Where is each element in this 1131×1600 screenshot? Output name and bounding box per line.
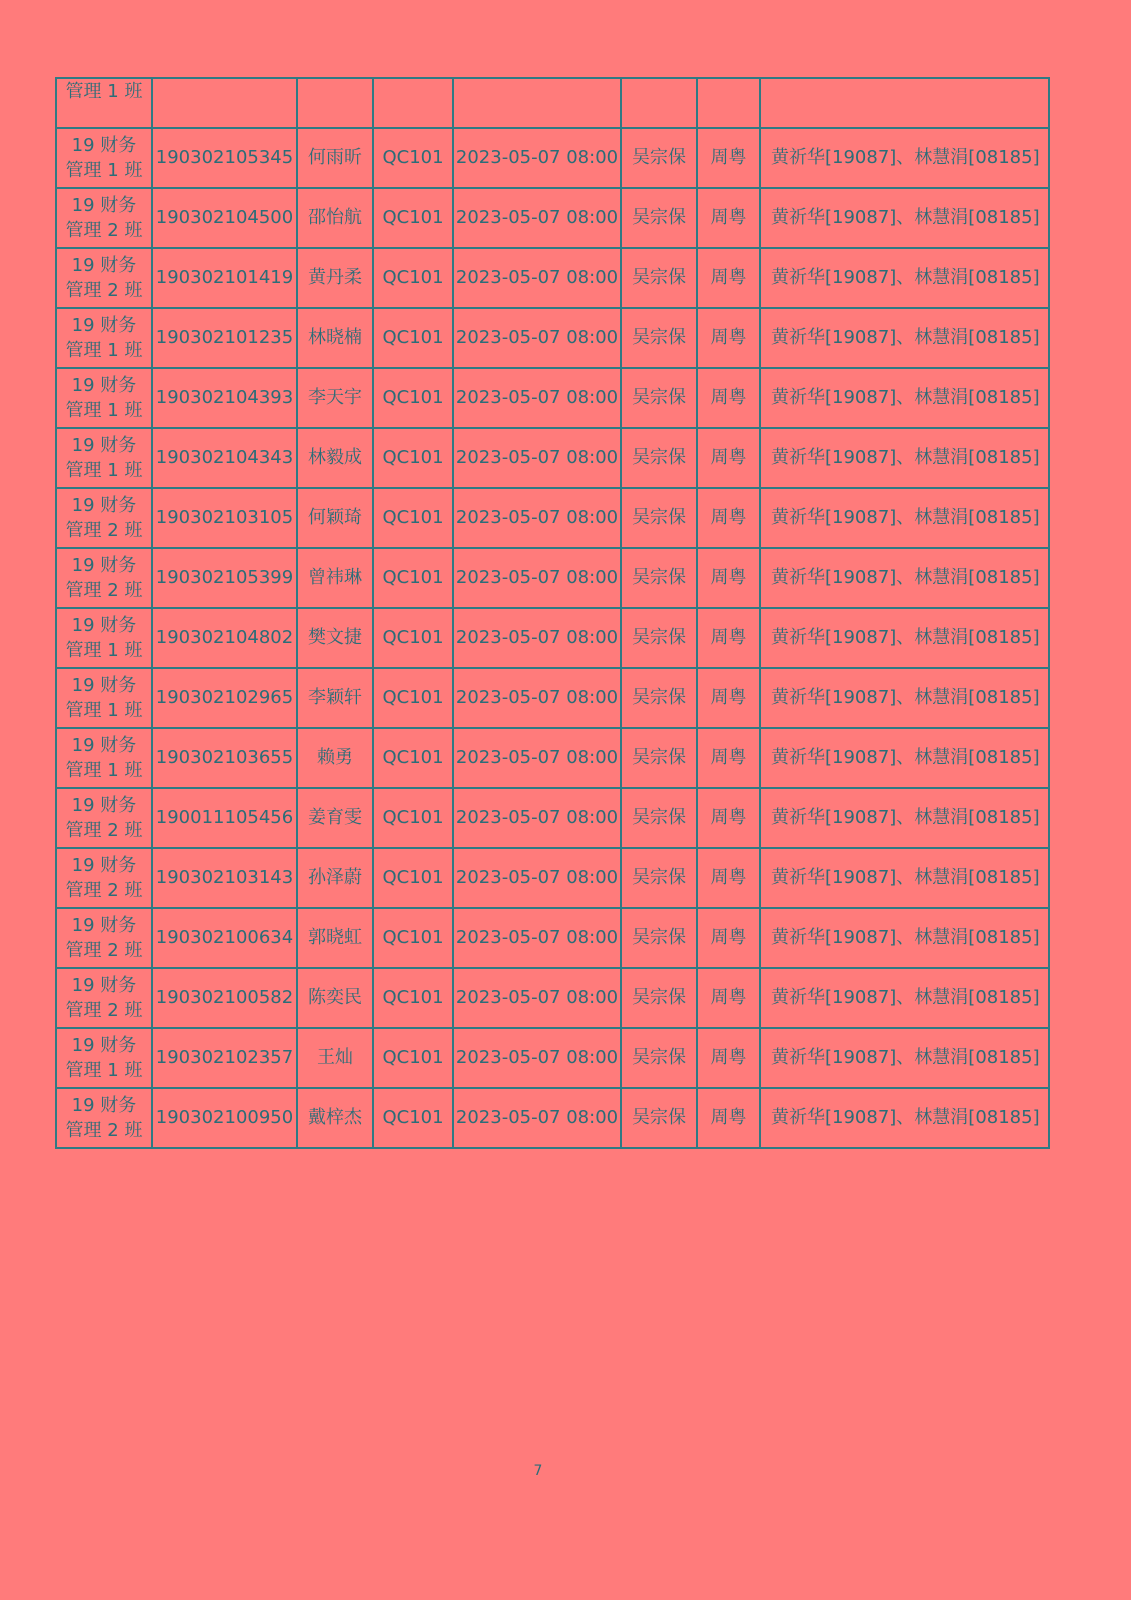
class-line: 19 财务 <box>71 1035 137 1056</box>
room-cell <box>373 78 453 128</box>
name-cell: 林毅成 <box>297 428 373 488</box>
room-cell: QC101 <box>373 848 453 908</box>
proctors-cell: 黄祈华[19087]、林慧涓[08185] <box>760 908 1049 968</box>
class-cell <box>56 248 152 308</box>
class-cell <box>56 428 152 488</box>
room-cell: QC101 <box>373 608 453 668</box>
table-row <box>56 488 1049 548</box>
room-cell: QC101 <box>373 908 453 968</box>
proctors-cell: 黄祈华[19087]、林慧涓[08185] <box>760 728 1049 788</box>
student-id-cell: 190302100634 <box>152 908 297 968</box>
table-row <box>56 1088 1049 1148</box>
teacher-cell: 吴宗保 <box>621 608 697 668</box>
student-id-cell: 190302102357 <box>152 1028 297 1088</box>
room-cell: QC101 <box>373 248 453 308</box>
proctors-cell: 黄祈华[19087]、林慧涓[08185] <box>760 548 1049 608</box>
name-cell: 樊文捷 <box>297 608 373 668</box>
time-cell: 2023-05-07 08:00 <box>453 428 621 488</box>
table-row <box>56 968 1049 1028</box>
name-cell: 姜育雯 <box>297 788 373 848</box>
name-cell: 李颖轩 <box>297 668 373 728</box>
teacher-cell: 吴宗保 <box>621 368 697 428</box>
class-cell <box>56 968 152 1028</box>
name-cell: 王灿 <box>297 1028 373 1088</box>
chief-proctor-cell: 周粤 <box>697 428 760 488</box>
name-cell: 邵怡航 <box>297 188 373 248</box>
teacher-cell: 吴宗保 <box>621 548 697 608</box>
class-line: 管理 2 班 <box>65 820 143 841</box>
teacher-cell <box>621 78 697 128</box>
proctors-cell: 黄祈华[19087]、林慧涓[08185] <box>760 668 1049 728</box>
class-line: 管理 2 班 <box>65 940 143 961</box>
class-line: 管理 1 班 <box>65 700 143 721</box>
proctors-cell: 黄祈华[19087]、林慧涓[08185] <box>760 968 1049 1028</box>
student-id-cell: 190302105345 <box>152 128 297 188</box>
proctors-cell: 黄祈华[19087]、林慧涓[08185] <box>760 608 1049 668</box>
chief-proctor-cell <box>697 78 760 128</box>
class-cell <box>56 848 152 908</box>
class-line: 19 财务 <box>71 855 137 876</box>
table-row <box>56 368 1049 428</box>
class-line: 19 财务 <box>71 195 137 216</box>
time-cell: 2023-05-07 08:00 <box>453 728 621 788</box>
proctors-cell: 黄祈华[19087]、林慧涓[08185] <box>760 368 1049 428</box>
table-row <box>56 908 1049 968</box>
class-line: 19 财务 <box>71 435 137 456</box>
class-line: 管理 1 班 <box>65 81 143 102</box>
proctors-cell <box>760 78 1049 128</box>
class-line: 管理 2 班 <box>65 580 143 601</box>
class-line: 管理 1 班 <box>65 760 143 781</box>
class-line: 19 财务 <box>71 615 137 636</box>
class-line: 管理 1 班 <box>65 460 143 481</box>
teacher-cell: 吴宗保 <box>621 788 697 848</box>
name-cell: 李天宇 <box>297 368 373 428</box>
room-cell: QC101 <box>373 548 453 608</box>
chief-proctor-cell: 周粤 <box>697 908 760 968</box>
student-id-cell: 190302101235 <box>152 308 297 368</box>
class-cell <box>56 548 152 608</box>
class-cell <box>56 128 152 188</box>
class-line: 19 财务 <box>71 735 137 756</box>
class-line: 管理 2 班 <box>65 1120 143 1141</box>
class-line: 19 财务 <box>71 315 137 336</box>
class-line: 管理 2 班 <box>65 1000 143 1021</box>
chief-proctor-cell: 周粤 <box>697 728 760 788</box>
class-line: 19 财务 <box>71 555 137 576</box>
table-row <box>56 428 1049 488</box>
time-cell: 2023-05-07 08:00 <box>453 308 621 368</box>
teacher-cell: 吴宗保 <box>621 728 697 788</box>
exam-roster-table <box>55 77 1050 1149</box>
name-cell: 赖勇 <box>297 728 373 788</box>
proctors-cell: 黄祈华[19087]、林慧涓[08185] <box>760 848 1049 908</box>
chief-proctor-cell: 周粤 <box>697 368 760 428</box>
room-cell: QC101 <box>373 428 453 488</box>
chief-proctor-cell: 周粤 <box>697 1028 760 1088</box>
class-line: 管理 2 班 <box>65 880 143 901</box>
class-line: 19 财务 <box>71 1095 137 1116</box>
class-cell <box>56 608 152 668</box>
time-cell: 2023-05-07 08:00 <box>453 908 621 968</box>
class-cell <box>56 188 152 248</box>
class-cell <box>56 308 152 368</box>
student-id-cell: 190302104500 <box>152 188 297 248</box>
table-row <box>56 848 1049 908</box>
teacher-cell: 吴宗保 <box>621 668 697 728</box>
class-cell <box>56 668 152 728</box>
time-cell: 2023-05-07 08:00 <box>453 548 621 608</box>
teacher-cell: 吴宗保 <box>621 428 697 488</box>
student-id-cell: 190302103655 <box>152 728 297 788</box>
teacher-cell: 吴宗保 <box>621 1028 697 1088</box>
proctors-cell: 黄祈华[19087]、林慧涓[08185] <box>760 488 1049 548</box>
teacher-cell: 吴宗保 <box>621 968 697 1028</box>
table-row <box>56 128 1049 188</box>
chief-proctor-cell: 周粤 <box>697 188 760 248</box>
time-cell <box>453 78 621 128</box>
teacher-cell: 吴宗保 <box>621 488 697 548</box>
class-cell <box>56 488 152 548</box>
room-cell: QC101 <box>373 128 453 188</box>
table-row <box>56 248 1049 308</box>
name-cell: 林晓楠 <box>297 308 373 368</box>
class-line: 管理 1 班 <box>65 340 143 361</box>
room-cell: QC101 <box>373 488 453 548</box>
proctors-cell: 黄祈华[19087]、林慧涓[08185] <box>760 308 1049 368</box>
proctors-cell: 黄祈华[19087]、林慧涓[08185] <box>760 128 1049 188</box>
name-cell: 戴梓杰 <box>297 1088 373 1148</box>
table-row <box>56 548 1049 608</box>
time-cell: 2023-05-07 08:00 <box>453 788 621 848</box>
time-cell: 2023-05-07 08:00 <box>453 128 621 188</box>
page-number: 7 <box>533 1463 543 1479</box>
table-row <box>56 668 1049 728</box>
student-id-cell: 190302103143 <box>152 848 297 908</box>
class-cell <box>56 1028 152 1088</box>
proctors-cell: 黄祈华[19087]、林慧涓[08185] <box>760 248 1049 308</box>
class-cell <box>56 368 152 428</box>
table-row <box>56 308 1049 368</box>
chief-proctor-cell: 周粤 <box>697 128 760 188</box>
student-id-cell: 190302105399 <box>152 548 297 608</box>
room-cell: QC101 <box>373 968 453 1028</box>
chief-proctor-cell: 周粤 <box>697 608 760 668</box>
teacher-cell: 吴宗保 <box>621 908 697 968</box>
student-id-cell: 190302104343 <box>152 428 297 488</box>
chief-proctor-cell: 周粤 <box>697 308 760 368</box>
time-cell: 2023-05-07 08:00 <box>453 368 621 428</box>
table-row <box>56 188 1049 248</box>
teacher-cell: 吴宗保 <box>621 848 697 908</box>
table-row <box>56 728 1049 788</box>
class-line: 19 财务 <box>71 495 137 516</box>
time-cell: 2023-05-07 08:00 <box>453 188 621 248</box>
student-id-cell: 190302103105 <box>152 488 297 548</box>
table-row <box>56 608 1049 668</box>
class-line: 19 财务 <box>71 375 137 396</box>
room-cell: QC101 <box>373 188 453 248</box>
student-id-cell: 190302100582 <box>152 968 297 1028</box>
proctors-cell: 黄祈华[19087]、林慧涓[08185] <box>760 1028 1049 1088</box>
room-cell: QC101 <box>373 668 453 728</box>
class-cell <box>56 908 152 968</box>
name-cell: 郭晓虹 <box>297 908 373 968</box>
teacher-cell: 吴宗保 <box>621 308 697 368</box>
name-cell <box>297 78 373 128</box>
time-cell: 2023-05-07 08:00 <box>453 848 621 908</box>
class-line: 管理 2 班 <box>65 280 143 301</box>
class-line: 管理 1 班 <box>65 640 143 661</box>
class-line: 19 财务 <box>71 915 137 936</box>
time-cell: 2023-05-07 08:00 <box>453 248 621 308</box>
name-cell: 何颖琦 <box>297 488 373 548</box>
teacher-cell: 吴宗保 <box>621 248 697 308</box>
student-id-cell: 190302100950 <box>152 1088 297 1148</box>
proctors-cell: 黄祈华[19087]、林慧涓[08185] <box>760 1088 1049 1148</box>
time-cell: 2023-05-07 08:00 <box>453 968 621 1028</box>
time-cell: 2023-05-07 08:00 <box>453 1088 621 1148</box>
proctors-cell: 黄祈华[19087]、林慧涓[08185] <box>760 788 1049 848</box>
class-line: 管理 1 班 <box>65 160 143 181</box>
time-cell: 2023-05-07 08:00 <box>453 1028 621 1088</box>
room-cell: QC101 <box>373 788 453 848</box>
name-cell: 黄丹柔 <box>297 248 373 308</box>
student-id-cell: 190302101419 <box>152 248 297 308</box>
name-cell: 孙泽蔚 <box>297 848 373 908</box>
student-id-cell: 190011105456 <box>152 788 297 848</box>
name-cell: 何雨昕 <box>297 128 373 188</box>
class-cell <box>56 728 152 788</box>
chief-proctor-cell: 周粤 <box>697 848 760 908</box>
class-line: 19 财务 <box>71 255 137 276</box>
room-cell: QC101 <box>373 308 453 368</box>
class-line: 管理 2 班 <box>65 220 143 241</box>
chief-proctor-cell: 周粤 <box>697 248 760 308</box>
class-cell <box>56 1088 152 1148</box>
time-cell: 2023-05-07 08:00 <box>453 668 621 728</box>
table-row <box>56 788 1049 848</box>
proctors-cell: 黄祈华[19087]、林慧涓[08185] <box>760 428 1049 488</box>
room-cell: QC101 <box>373 368 453 428</box>
class-cell <box>56 78 152 128</box>
class-line: 管理 1 班 <box>65 1060 143 1081</box>
table-row <box>56 1028 1049 1088</box>
teacher-cell: 吴宗保 <box>621 128 697 188</box>
name-cell: 陈奕民 <box>297 968 373 1028</box>
teacher-cell: 吴宗保 <box>621 188 697 248</box>
table-body <box>56 78 1049 1148</box>
class-line: 19 财务 <box>71 795 137 816</box>
chief-proctor-cell: 周粤 <box>697 548 760 608</box>
class-line: 19 财务 <box>71 675 137 696</box>
time-cell: 2023-05-07 08:00 <box>453 488 621 548</box>
chief-proctor-cell: 周粤 <box>697 488 760 548</box>
chief-proctor-cell: 周粤 <box>697 788 760 848</box>
class-line: 管理 1 班 <box>65 400 143 421</box>
class-cell <box>56 788 152 848</box>
student-id-cell: 190302104802 <box>152 608 297 668</box>
time-cell: 2023-05-07 08:00 <box>453 608 621 668</box>
chief-proctor-cell: 周粤 <box>697 1088 760 1148</box>
student-id-cell: 190302102965 <box>152 668 297 728</box>
teacher-cell: 吴宗保 <box>621 1088 697 1148</box>
class-line: 管理 2 班 <box>65 520 143 541</box>
room-cell: QC101 <box>373 1088 453 1148</box>
class-line: 19 财务 <box>71 975 137 996</box>
table-row <box>56 78 1049 128</box>
room-cell: QC101 <box>373 1028 453 1088</box>
student-id-cell <box>152 78 297 128</box>
room-cell: QC101 <box>373 728 453 788</box>
name-cell: 曾祎琳 <box>297 548 373 608</box>
proctors-cell: 黄祈华[19087]、林慧涓[08185] <box>760 188 1049 248</box>
chief-proctor-cell: 周粤 <box>697 968 760 1028</box>
chief-proctor-cell: 周粤 <box>697 668 760 728</box>
student-id-cell: 190302104393 <box>152 368 297 428</box>
class-line: 19 财务 <box>71 135 137 156</box>
